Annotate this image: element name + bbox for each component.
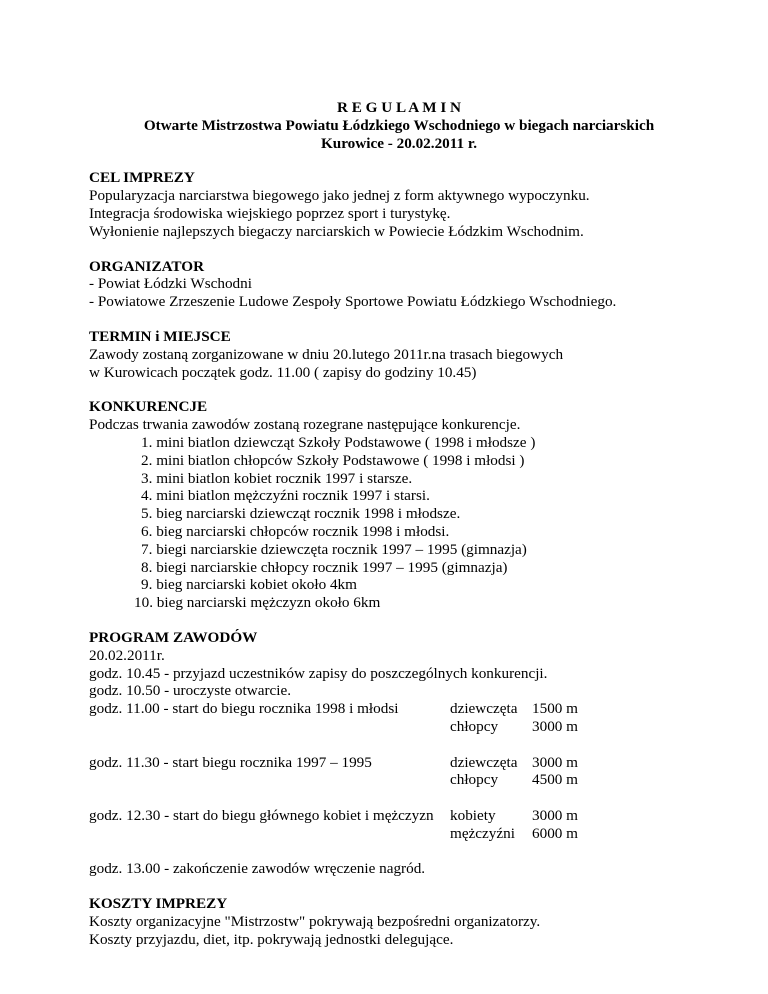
section-koszty bbox=[89, 895, 709, 948]
list-item: 10. bieg narciarski mężczyzn około 6km bbox=[134, 594, 381, 612]
race-row bbox=[89, 825, 709, 843]
race-row bbox=[89, 771, 709, 789]
section-heading: TERMIN i MIEJSCE bbox=[89, 327, 231, 345]
section-heading: ORGANIZATOR bbox=[89, 257, 205, 275]
list-item: 2. mini biatlon chłopców Szkoły Podstawowe ( 1998 i młodsi ) bbox=[141, 451, 525, 469]
program-line: godz. 10.50 - uroczyste otwarcie. bbox=[89, 682, 292, 700]
race-time: godz. 11.30 - start biegu rocznika 1997 – 1995 bbox=[89, 753, 372, 771]
race-group: chłopcy bbox=[450, 717, 499, 735]
text-line: Integracja środowiska wiejskiego poprzez sport i turystykę. bbox=[89, 204, 451, 222]
list-item: 4. mini biatlon mężczyźni rocznik 1997 i starsi. bbox=[141, 487, 430, 505]
race-group: dziewczęta bbox=[450, 700, 518, 718]
section-program bbox=[89, 629, 709, 878]
race-distance: 1500 m bbox=[532, 700, 578, 718]
text-line: Koszty organizacyjne "Mistrzostw" pokrywają bezpośredni organizatorzy. bbox=[89, 912, 541, 930]
text-line: Popularyzacja narciarstwa biegowego jako jednej z form aktywnego wypoczynku. bbox=[89, 187, 590, 205]
document-page bbox=[89, 99, 709, 948]
document-subtitle: Otwarte Mistrzostwa Powiatu Łódzkiego Wschodniego w biegach narciarskich bbox=[143, 116, 655, 134]
list-item: 8. biegi narciarskie chłopcy rocznik 1997 – 1995 (gimnazja) bbox=[141, 558, 508, 576]
list-item: 7. biegi narciarskie dziewczęta rocznik 1997 – 1995 (gimnazja) bbox=[141, 540, 527, 558]
list-item: 9. bieg narciarski kobiet około 4km bbox=[141, 576, 357, 594]
section-heading: PROGRAM ZAWODÓW bbox=[89, 628, 258, 646]
race-distance: 6000 m bbox=[532, 824, 578, 842]
race-time: godz. 11.00 - start do biegu rocznika 1998 i młodsi bbox=[89, 700, 399, 718]
document-place-date: Kurowice - 20.02.2011 r. bbox=[320, 134, 478, 152]
text-line: Podczas trwania zawodów zostaną rozegrane następujące konkurencje. bbox=[89, 416, 521, 434]
list-item: 3. mini biatlon kobiet rocznik 1997 i starsze. bbox=[141, 469, 413, 487]
race-group: kobiety bbox=[450, 806, 496, 824]
race-distance: 3000 m bbox=[532, 717, 578, 735]
title-block bbox=[89, 99, 709, 152]
section-organizator bbox=[89, 258, 709, 311]
race-distance: 3000 m bbox=[532, 806, 578, 824]
race-row bbox=[89, 807, 709, 825]
race-row bbox=[89, 700, 709, 718]
competition-list bbox=[89, 434, 709, 612]
section-heading: KOSZTY IMPREZY bbox=[89, 895, 228, 913]
text-line: Koszty przyjazdu, diet, itp. pokrywają jednostki delegujące. bbox=[89, 930, 454, 948]
section-heading: KONKURENCJE bbox=[89, 398, 208, 416]
race-group: mężczyźni bbox=[450, 824, 515, 842]
section-heading: CEL IMPREZY bbox=[89, 169, 195, 187]
race-distance: 3000 m bbox=[532, 753, 578, 771]
race-group: dziewczęta bbox=[450, 753, 518, 771]
race-time: godz. 12.30 - start do biegu głównego kobiet i mężczyzn bbox=[89, 806, 434, 824]
race-group: chłopcy bbox=[450, 771, 499, 789]
program-date: 20.02.2011r. bbox=[89, 646, 165, 664]
section-konkurencje bbox=[89, 398, 709, 612]
race-row bbox=[89, 718, 709, 736]
document-title: R E G U L A M I N bbox=[336, 99, 462, 116]
list-item: 1. mini biatlon dziewcząt Szkoły Podstawowe ( 1998 i młodsze ) bbox=[141, 433, 536, 451]
text-line: - Powiat Łódzki Wschodni bbox=[89, 275, 252, 293]
program-closing: godz. 13.00 - zakończenie zawodów wręczenie nagród. bbox=[89, 860, 426, 878]
race-distance: 4500 m bbox=[532, 771, 578, 789]
list-item: 6. bieg narciarski chłopców rocznik 1998 i młodsi. bbox=[141, 522, 450, 540]
text-line: Wyłonienie najlepszych biegaczy narciarskich w Powiecie Łódzkim Wschodnim. bbox=[89, 222, 584, 240]
list-item: 5. bieg narciarski dziewcząt rocznik 1998 i młodsze. bbox=[141, 505, 461, 523]
text-line: w Kurowicach początek godz. 11.00 ( zapisy do godziny 10.45) bbox=[89, 363, 477, 381]
section-cel bbox=[89, 169, 709, 240]
race-row bbox=[89, 754, 709, 772]
section-termin bbox=[89, 328, 709, 381]
text-line: Zawody zostaną zorganizowane w dniu 20.lutego 2011r.na trasach biegowych bbox=[89, 345, 564, 363]
text-line: - Powiatowe Zrzeszenie Ludowe Zespoły Sportowe Powiatu Łódzkiego Wschodniego. bbox=[89, 293, 617, 311]
program-line: godz. 10.45 - przyjazd uczestników zapisy do poszczególnych konkurencji. bbox=[89, 664, 548, 682]
